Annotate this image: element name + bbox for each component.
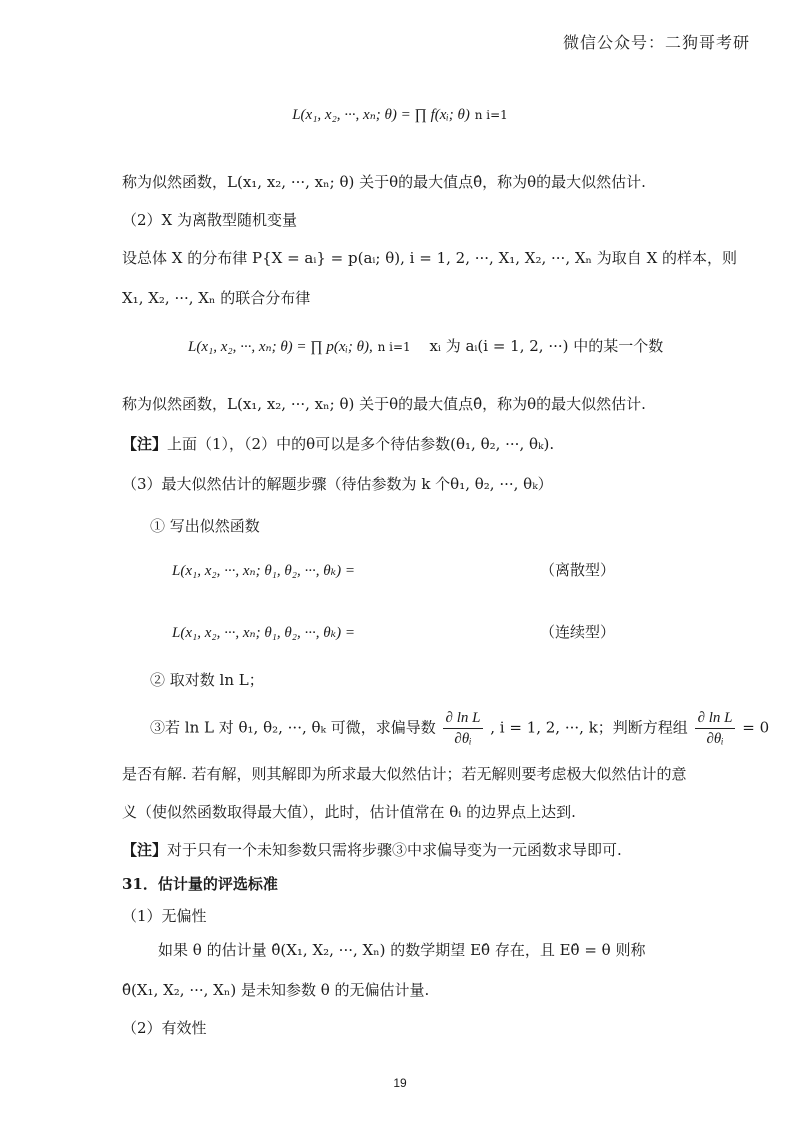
fraction-numerator: ∂ ln L	[695, 708, 736, 729]
likelihood-formula-discrete	[188, 334, 800, 359]
note-line	[122, 432, 800, 456]
formula-text: L(x₁, x₂, ···, xₙ; θ₁, θ₂, ···, θₖ) =	[172, 625, 355, 641]
paragraph-line: 义（使似然函数取得最大值），此时，估计值常在 θᵢ 的边界点上达到.	[122, 803, 576, 821]
formula-condition: xᵢ 为 aᵢ(i = 1, 2, ···) 中的某一个数	[429, 337, 664, 355]
note-tag: 【注】	[122, 841, 168, 859]
partial-fraction	[443, 708, 484, 749]
product-lower: i=1	[389, 340, 411, 354]
wechat-watermark: 微信公众号：二狗哥考研	[562, 33, 750, 52]
note-tag: 【注】	[122, 435, 168, 453]
section-heading: （2）X 为离散型随机变量	[122, 211, 297, 229]
formula-text: L(x₁, x₂, ···, xₙ; θ) = ∏ f(xᵢ; θ)	[292, 107, 470, 123]
formula-row-discrete	[172, 558, 800, 583]
formula-text: L(x₁, x₂, ···, xₙ; θ₁, θ₂, ···, θₖ) =	[172, 563, 355, 579]
note-text: 对于只有一个未知参数只需将步骤③中求偏导变为一元函数求导即可.	[167, 841, 622, 859]
fraction-denominator: ∂θᵢ	[706, 731, 724, 747]
subsection-heading: （1）无偏性	[122, 907, 207, 925]
step-line: ② 取对数 ln L；	[150, 671, 264, 689]
product-upper: n	[377, 340, 386, 354]
partial-fraction	[695, 708, 736, 749]
paragraph-line: θ̂(X₁, X₂, ···, Xₙ) 是未知参数 θ 的无偏估计量.	[122, 981, 430, 999]
paragraph-line: 如果 θ 的估计量 θ̂(X₁, X₂, ···, Xₙ) 的数学期望 Eθ̂ 存在，且 Eθ̂ = θ 则称	[158, 941, 646, 959]
step-line: ① 写出似然函数	[150, 517, 260, 535]
formula-type-label: （连续型）	[540, 623, 616, 641]
equation-rhs: = 0	[742, 718, 770, 737]
formula-text: L(x₁, x₂, ···, xₙ; θ) = ∏ p(xᵢ; θ),	[188, 339, 373, 355]
formula-type-label: （离散型）	[540, 561, 616, 579]
paragraph-line: 称为似然函数，L(x₁, x₂, ···, xₙ; θ) 关于θ的最大值点θ̂，称为θ的最大似然估计.	[122, 173, 646, 191]
paragraph-line: X₁, X₂, ···, Xₙ 的联合分布律	[122, 289, 311, 307]
note-text: 上面（1），（2）中的θ可以是多个待估参数(θ₁, θ₂, ···, θₖ).	[167, 435, 555, 453]
paragraph-line: 设总体 X 的分布律 P{X = aᵢ} = p(aᵢ; θ), i = 1, 2, ···, X₁, X₂, ···, Xₙ 为取自 X 的样本，则	[122, 249, 738, 267]
step-text: ③若 ln L 对 θ₁, θ₂, ···, θₖ 可微，求偏导数	[150, 718, 436, 737]
page-number: 19	[393, 1076, 407, 1090]
section-title: 31．估计量的评选标准	[122, 875, 278, 893]
section-heading: （3）最大似然估计的解题步骤（待估参数为 k 个θ₁, θ₂, ···, θₖ）	[122, 475, 553, 493]
product-limits	[475, 109, 508, 121]
paragraph-line: 是否有解. 若有解，则其解即为所求最大似然估计；若无解则要考虑极大似然估计的意	[122, 765, 687, 783]
formula-row-continuous	[172, 620, 800, 645]
note-line	[122, 838, 800, 862]
step-text: , i = 1, 2, ···, k；判断方程组	[490, 718, 688, 737]
fraction-denominator: ∂θᵢ	[454, 731, 472, 747]
step-line-derivative	[150, 708, 800, 749]
paragraph-line: 称为似然函数，L(x₁, x₂, ···, xₙ; θ) 关于θ的最大值点θ̂，称为θ的最大似然估计.	[122, 395, 646, 413]
product-upper: n	[474, 108, 483, 122]
likelihood-formula-continuous	[0, 102, 800, 127]
fraction-numerator: ∂ ln L	[443, 708, 484, 729]
subsection-heading: （2）有效性	[122, 1019, 207, 1037]
product-lower: i=1	[486, 108, 508, 122]
product-limits	[378, 341, 411, 353]
